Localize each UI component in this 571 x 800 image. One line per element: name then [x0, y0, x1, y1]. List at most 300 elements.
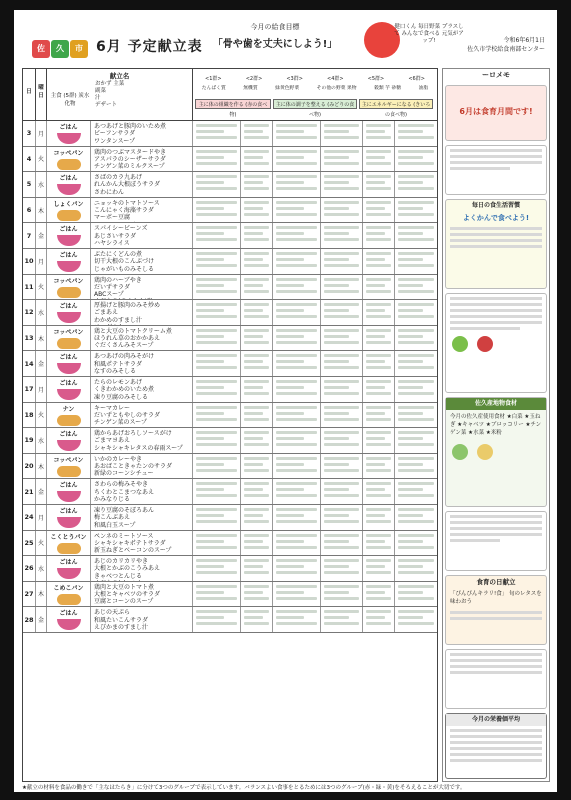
row-ingredients — [193, 249, 241, 274]
staple-name: ごはん — [59, 379, 78, 387]
row-date: 27 — [23, 582, 36, 607]
row-ingredients — [241, 249, 273, 274]
row-day: 金 — [36, 223, 47, 248]
row-ingredients — [321, 249, 363, 274]
table-row — [23, 531, 437, 557]
menu-item: 新玉ねぎとベーコンのスープ — [94, 547, 172, 555]
row-date: 4 — [23, 147, 36, 172]
row-menu — [91, 582, 193, 607]
row-ingredients — [321, 275, 363, 300]
row-ingredients — [241, 531, 273, 556]
staple-name: ごはん — [59, 354, 78, 362]
group-name-6: 油脂 — [418, 86, 429, 91]
row-staple — [47, 198, 91, 223]
header-date — [23, 69, 36, 121]
row-ingredients — [273, 223, 321, 248]
row-date: 6 — [23, 198, 36, 223]
row-ingredients — [363, 505, 395, 530]
row-ingredients — [241, 275, 273, 300]
row-date: 18 — [23, 403, 36, 428]
bread-icon — [57, 338, 81, 349]
menu-item: シャキシャキレタスの春雨スープ — [94, 444, 183, 452]
row-ingredients — [193, 223, 241, 248]
menu-item: キーマカレー — [94, 404, 131, 412]
chewing-block — [445, 199, 547, 289]
row-ingredients — [395, 403, 437, 428]
group-1: <1群> — [205, 76, 222, 82]
row-ingredients — [193, 326, 241, 351]
menu-item: ハヤシライス — [94, 239, 130, 247]
row-ingredients — [363, 454, 395, 479]
row-ingredients — [321, 223, 363, 248]
row-ingredients — [395, 556, 437, 581]
row-ingredients — [241, 172, 273, 197]
row-ingredients — [363, 351, 395, 376]
rice-bowl-icon — [57, 440, 81, 451]
staple-name: ごはん — [59, 482, 78, 490]
row-ingredients — [395, 582, 437, 607]
menu-item: かみなりじる — [94, 495, 131, 503]
row-ingredients — [273, 147, 321, 172]
sub-label-side: 副菜 — [95, 88, 107, 94]
row-ingredients — [363, 147, 395, 172]
row-ingredients — [241, 582, 273, 607]
row-ingredients — [321, 403, 363, 428]
row-date: 12 — [23, 300, 36, 325]
row-ingredients — [321, 198, 363, 223]
rice-bowl-icon — [57, 568, 81, 579]
rice-bowl-icon — [57, 235, 81, 246]
issue-org: 佐久市学校給食南部センター — [467, 46, 545, 53]
group-name-2: 無機質 — [243, 86, 258, 91]
row-ingredients — [273, 172, 321, 197]
issue-info — [467, 36, 545, 54]
row-ingredients — [241, 147, 273, 172]
row-staple — [47, 607, 91, 632]
row-ingredients — [363, 300, 395, 325]
row-ingredients — [273, 351, 321, 376]
row-ingredients — [273, 505, 321, 530]
staple-name: ナン — [62, 405, 75, 413]
row-menu — [91, 147, 193, 172]
group-name-3: 緑黄色野菜 — [275, 86, 300, 91]
menu-item: 鶏と大豆のトマトクリーム煮 — [94, 327, 172, 335]
staple-name: コッペパン — [53, 328, 84, 336]
row-day: 木 — [36, 454, 47, 479]
row-staple — [47, 454, 91, 479]
row-ingredients — [321, 479, 363, 504]
row-day: 金 — [36, 479, 47, 504]
menu-item: 鶏肉と大豆のトマト煮 — [94, 583, 155, 591]
row-menu — [91, 531, 193, 556]
menu-item: あじのカリカリやき — [94, 558, 148, 566]
chewing-sub: 毎日の食生活習慣 — [471, 202, 520, 209]
menu-item: あおばこときゃたンのサラダ — [94, 463, 172, 471]
row-ingredients — [395, 607, 437, 632]
staple-name: ごはん — [59, 610, 78, 618]
row-ingredients — [273, 275, 321, 300]
banner-text: 6月は食育月間です! — [459, 107, 533, 116]
row-ingredients — [321, 505, 363, 530]
row-ingredients — [395, 198, 437, 223]
row-staple — [47, 351, 91, 376]
rice-bowl-icon — [57, 389, 81, 400]
menu-item: ごまあえ — [94, 309, 119, 317]
sub-label-dessert: デザート — [95, 102, 118, 108]
row-ingredients — [363, 377, 395, 402]
row-date: 7 — [23, 223, 36, 248]
row-ingredients — [321, 172, 363, 197]
row-ingredients — [273, 403, 321, 428]
row-ingredients — [363, 479, 395, 504]
row-ingredients — [241, 223, 273, 248]
row-menu — [91, 454, 193, 479]
rice-bowl-icon — [57, 517, 81, 528]
row-ingredients — [193, 428, 241, 453]
bread-icon — [57, 210, 81, 221]
menu-item: アスパラのシーザーサラダ — [94, 155, 166, 163]
menu-item: チンゲン菜のミルクスープ — [94, 163, 165, 171]
menu-item: 和風たいこんサラダ — [94, 616, 148, 624]
row-ingredients — [273, 249, 321, 274]
table-row — [23, 351, 437, 377]
row-menu — [91, 172, 193, 197]
menu-item: 和風ポテトサラダ — [94, 360, 142, 368]
menu-item: あつあげの肉みそがけ — [94, 353, 155, 361]
mascot-note: 健口くん 毎日野菜 プラスして みんなで食べる 元気がアップ! — [394, 24, 464, 44]
menu-item: ほうれん草のおかかあえ — [94, 335, 161, 343]
table-row — [23, 377, 437, 403]
event-block — [445, 575, 547, 645]
logo-char-3: 市 — [70, 40, 88, 58]
row-menu — [91, 223, 193, 248]
row-ingredients — [363, 582, 395, 607]
row-day: 火 — [36, 403, 47, 428]
group-name-5: 穀類 芋 砂糖 — [374, 86, 402, 91]
row-ingredients — [273, 582, 321, 607]
bread-icon — [57, 159, 81, 170]
row-staple — [47, 121, 91, 146]
row-menu — [91, 351, 193, 376]
row-menu — [91, 300, 193, 325]
bread-icon — [57, 287, 81, 298]
row-date: 25 — [23, 531, 36, 556]
row-staple — [47, 300, 91, 325]
band-red: 主に体の組織を作る (赤の食べ物) — [195, 99, 271, 109]
row-ingredients — [273, 531, 321, 556]
table-row — [23, 454, 437, 480]
row-day: 金 — [36, 607, 47, 632]
row-day: 月 — [36, 121, 47, 146]
row-day: 木 — [36, 198, 47, 223]
menu-item: えびかまのすまし汁 — [94, 623, 149, 631]
group-2: <2群> — [245, 76, 263, 82]
row-ingredients — [241, 454, 273, 479]
menu-item: 和風白玉スープ — [94, 521, 136, 529]
row-ingredients — [241, 326, 273, 351]
row-ingredients — [273, 454, 321, 479]
row-day: 水 — [36, 300, 47, 325]
rice-bowl-icon — [57, 261, 81, 272]
row-staple — [47, 147, 91, 172]
row-ingredients — [363, 607, 395, 632]
table-row — [23, 428, 437, 454]
event-note: 「ぴんぴんキラリ!食」 旬のレタスを味わおう — [450, 591, 542, 605]
row-ingredients — [273, 479, 321, 504]
row-ingredients — [273, 428, 321, 453]
menu-item: だいずともやしのサラダ — [94, 411, 160, 419]
menu-item: ビーフンサラダ — [94, 130, 136, 138]
row-staple — [47, 223, 91, 248]
row-ingredients — [395, 121, 437, 146]
menu-item: スパイシービーンズ — [94, 225, 148, 233]
menu-item: 鶏からあげおろしソースがけ — [94, 430, 172, 438]
row-ingredients — [193, 505, 241, 530]
broccoli-icon — [452, 444, 468, 460]
menu-item: シャキシャキポテトサラダ — [94, 539, 166, 547]
onion-icon — [477, 444, 493, 460]
row-ingredients — [395, 275, 437, 300]
row-menu — [91, 249, 193, 274]
bread-icon — [57, 466, 81, 477]
info-block-3 — [445, 649, 547, 709]
row-ingredients — [321, 300, 363, 325]
row-ingredients — [321, 351, 363, 376]
table-row — [23, 249, 437, 275]
menu-item: 大根とかぶのこうみあえ — [94, 565, 161, 573]
table-row — [23, 275, 437, 301]
table-header — [23, 69, 437, 121]
table-row — [23, 172, 437, 198]
row-date: 10 — [23, 249, 36, 274]
row-menu — [91, 403, 193, 428]
row-menu — [91, 556, 193, 581]
menu-item: 切干大根のこんぶづけ — [94, 258, 155, 266]
group-6: <6群> — [408, 76, 425, 82]
row-ingredients — [193, 454, 241, 479]
row-date: 20 — [23, 454, 36, 479]
vegetable-icon — [452, 336, 468, 352]
staple-name: ごはん — [59, 507, 78, 515]
menu-item: 凍り豆腐のみそしる — [94, 393, 149, 401]
row-ingredients — [395, 454, 437, 479]
row-ingredients — [193, 275, 241, 300]
row-ingredients — [193, 531, 241, 556]
side-heading: ーロメモ — [482, 71, 510, 79]
row-staple — [47, 505, 91, 530]
row-ingredients — [395, 377, 437, 402]
event-heading: 食育の日献立 — [476, 578, 516, 586]
menu-table — [22, 68, 438, 782]
row-day: 水 — [36, 428, 47, 453]
row-ingredients — [241, 351, 273, 376]
logo-char-2: 久 — [51, 40, 69, 58]
menu-item: 鶏肉のハーブやき — [94, 276, 142, 284]
sheet-header — [14, 10, 557, 68]
band-green: 主に体の調子を整える (みどりの食べ物) — [273, 99, 357, 109]
row-date: 21 — [23, 479, 36, 504]
rice-bowl-icon — [57, 133, 81, 144]
staple-name: ごはん — [59, 559, 78, 567]
row-ingredients — [241, 607, 273, 632]
row-date: 5 — [23, 172, 36, 197]
row-ingredients — [395, 505, 437, 530]
menu-item — [94, 324, 192, 325]
menu-item: ごまマヨあえ — [94, 437, 131, 445]
vegetable-block — [445, 293, 547, 393]
staple-name: ごはん — [59, 226, 78, 234]
row-staple — [47, 428, 91, 453]
row-date: 3 — [23, 121, 36, 146]
row-date: 28 — [23, 607, 36, 632]
side-column — [442, 68, 550, 782]
menu-item: 新緑のコーンシチュー — [94, 470, 154, 478]
row-ingredients — [193, 172, 241, 197]
group-names — [193, 84, 437, 91]
menu-item: 豆腐とコーンのスープ — [94, 598, 154, 606]
row-menu — [91, 479, 193, 504]
row-menu — [91, 607, 193, 632]
menu-item: わかめのすまし汁 — [94, 316, 143, 324]
nutrition-block — [445, 713, 547, 779]
row-ingredients — [321, 147, 363, 172]
row-ingredients — [193, 147, 241, 172]
row-day: 月 — [36, 377, 47, 402]
row-ingredients — [193, 198, 241, 223]
row-menu — [91, 428, 193, 453]
row-ingredients — [363, 275, 395, 300]
row-staple — [47, 531, 91, 556]
rice-bowl-icon — [57, 491, 81, 502]
row-ingredients — [321, 607, 363, 632]
table-row — [23, 121, 437, 147]
band-yellow: 主にエネルギーになる (きいろの食べ物) — [359, 99, 433, 109]
menu-item: さばのカラ九あげ — [94, 174, 143, 182]
row-ingredients — [241, 505, 273, 530]
menu-item: ぶたにくどんの煮 — [94, 250, 143, 258]
menu-item: 梅こんぶあえ — [94, 514, 131, 522]
row-day: 火 — [36, 275, 47, 300]
row-ingredients — [273, 556, 321, 581]
row-date: 13 — [23, 326, 36, 351]
nutrition-heading: 今月の栄養価平均 — [446, 714, 546, 726]
menu-item: マーボー豆腐 — [94, 214, 131, 222]
row-ingredients — [395, 479, 437, 504]
row-ingredients — [273, 607, 321, 632]
row-ingredients — [193, 351, 241, 376]
table-row — [23, 403, 437, 429]
row-menu — [91, 275, 193, 300]
row-staple — [47, 582, 91, 607]
monthly-goal — [200, 22, 350, 50]
menu-item: チンゲン菜のスープ — [94, 419, 147, 427]
row-day: 金 — [36, 351, 47, 376]
school-logo — [32, 40, 88, 58]
row-day: 水 — [36, 556, 47, 581]
menu-sheet — [14, 10, 557, 792]
footer-note: ★献立の材料を食品の働きで「主なはたらき」に分けて3つのグループで表示しています。バランスよい食事をとるためには3つのグループ(赤・緑・黄)をそろえることが大切です。 — [22, 785, 466, 791]
menu-rows — [23, 121, 437, 633]
group-name-1: たんぱく質 — [201, 86, 226, 91]
row-ingredients — [395, 300, 437, 325]
group-name-4: その他の野菜 果物 — [316, 86, 357, 91]
row-date: 24 — [23, 505, 36, 530]
group-4: <4群> — [327, 76, 344, 82]
cherry-icon — [477, 336, 493, 352]
menu-item: あじの天ぷら — [94, 609, 131, 617]
row-ingredients — [193, 403, 241, 428]
row-staple — [47, 249, 91, 274]
menu-item: くきわかめのいため煮 — [94, 386, 155, 394]
menu-item: れんかん大根ぼうサラダ — [94, 181, 160, 189]
staple-name: コッペパン — [53, 149, 84, 157]
header-groups — [193, 69, 437, 121]
row-ingredients — [395, 223, 437, 248]
row-ingredients — [363, 249, 395, 274]
local-note: 今月の佐久産使用食材 ★白菜 ★玉ねぎ ★キャベツ ★ブロッコリー ★チンゲン菜 ★水菜 ★米粉 — [450, 414, 542, 436]
row-ingredients — [273, 300, 321, 325]
local-food-block — [445, 397, 547, 507]
header-menu-label: 献立名 — [109, 72, 130, 80]
row-ingredients — [321, 454, 363, 479]
row-staple — [47, 479, 91, 504]
header-day-label: 曜日 — [38, 85, 44, 99]
header-staple: 主食 (5群) 炭水化物 — [50, 93, 90, 107]
row-ingredients — [321, 121, 363, 146]
row-ingredients — [395, 147, 437, 172]
row-menu — [91, 505, 193, 530]
menu-item — [94, 222, 192, 223]
row-ingredients — [363, 403, 395, 428]
menu-item: あつあげと豚肉のいため煮 — [94, 123, 167, 130]
info-block-2 — [445, 511, 547, 571]
row-ingredients — [363, 198, 395, 223]
row-day: 月 — [36, 505, 47, 530]
local-heading: 佐久産地物食材 — [446, 398, 546, 410]
goal-caption: 今月の給食目標 — [250, 23, 300, 31]
row-ingredients — [193, 121, 241, 146]
row-ingredients — [395, 326, 437, 351]
row-ingredients — [241, 556, 273, 581]
rice-bowl-icon — [57, 312, 81, 323]
group-5: <5群> — [367, 76, 385, 82]
row-ingredients — [241, 198, 273, 223]
row-day: 火 — [36, 147, 47, 172]
table-row — [23, 479, 437, 505]
row-ingredients — [363, 172, 395, 197]
row-date: 11 — [23, 275, 36, 300]
row-staple — [47, 326, 91, 351]
table-row — [23, 556, 437, 582]
menu-item: 厚揚げと豚肉のみそ炒め — [94, 302, 161, 310]
chewing-title: よくかんで食べよう! — [462, 214, 530, 222]
bread-icon — [57, 543, 81, 554]
row-ingredients — [363, 556, 395, 581]
row-ingredients — [395, 172, 437, 197]
row-ingredients — [241, 479, 273, 504]
row-ingredients — [241, 428, 273, 453]
row-staple — [47, 172, 91, 197]
header-day — [36, 69, 47, 121]
group-numbers — [193, 75, 437, 82]
row-day: 火 — [36, 531, 47, 556]
menu-item: 凍り豆腐のそぼろあん — [94, 506, 155, 514]
row-ingredients — [363, 531, 395, 556]
menu-item: あじさいサラダ — [94, 232, 136, 240]
menu-item: だいずサラダ — [94, 283, 130, 291]
row-ingredients — [363, 428, 395, 453]
header-sub-labels — [95, 81, 124, 109]
